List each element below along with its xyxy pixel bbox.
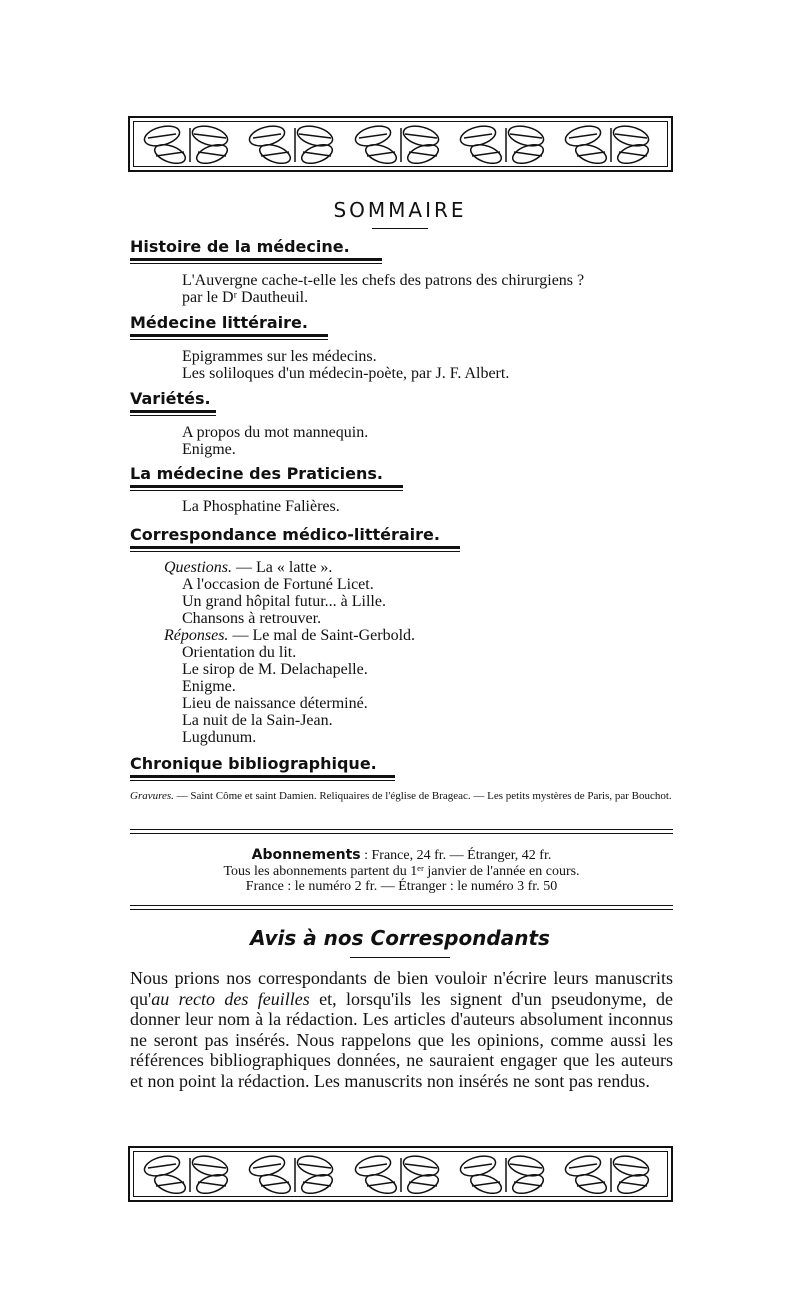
list-item: Lieu de naissance déterminé. xyxy=(182,695,368,712)
leaf-cluster-icon xyxy=(245,124,345,164)
avis-text-1: Nous prions nos correspondants de bien vouloir n'écrire leurs manuscrits qu' xyxy=(130,968,673,1009)
section-heading-correspondance: Correspondance médico-littéraire. xyxy=(130,525,440,544)
ornament-band-top xyxy=(128,116,673,172)
avis-title: Avis à nos Correspondants xyxy=(250,926,550,950)
leaf-cluster-icon xyxy=(351,124,451,164)
section-heading-histoire: Histoire de la médecine. xyxy=(130,237,350,256)
double-rule xyxy=(130,905,673,906)
abonnements-line-2: Tous les abonnements partent du 1ᵉʳ janvier de l'année en cours. xyxy=(223,864,580,879)
ornament-band-bottom xyxy=(128,1146,673,1202)
gravures-note xyxy=(130,790,675,803)
questions-first: — La « latte ». xyxy=(232,559,333,576)
leaf-cluster-icon xyxy=(351,1154,451,1194)
avis-text-2: et, lorsqu'ils les signent d'un pseudonyme, de donner leur nom à la rédaction. Les articles d'auteurs absolument inconnus ne seront pas insérés. Nous rappelons que les opinions, comme aussi les références bibliographiques données, ne sauraient engager que les auteurs et non point la rédaction. Les manuscrits non insérés ne sont pas rendus. xyxy=(130,988,673,1091)
avis-text-italic: au recto des feuilles xyxy=(151,988,310,1009)
avis-paragraph xyxy=(130,968,673,1091)
list-item: Lugdunum. xyxy=(182,729,257,746)
section-heading-chronique: Chronique bibliographique. xyxy=(130,754,377,773)
avis-underline xyxy=(350,957,450,958)
list-item: Enigme. xyxy=(182,678,236,695)
leaf-cluster-icon xyxy=(456,1154,556,1194)
section-entries-correspondance xyxy=(164,559,433,746)
list-item: Les soliloques d'un médecin-poète, par J. F. Albert. xyxy=(182,365,510,382)
abonnements-line-3: France : le numéro 2 fr. — Étranger : le numéro 3 fr. 50 xyxy=(245,879,558,894)
list-item: Orientation du lit. xyxy=(182,644,297,661)
leaf-cluster-icon xyxy=(561,124,661,164)
section-entries-litteraire xyxy=(182,348,509,382)
abonnements-label: Abonnements xyxy=(251,847,361,863)
double-rule xyxy=(130,829,673,830)
leaf-frieze-icon xyxy=(133,1151,668,1197)
heading-rule xyxy=(130,485,403,488)
leaf-cluster-icon xyxy=(140,124,240,164)
list-item: L'Auvergne cache-t-elle les chefs des patrons des chirurgiens ? xyxy=(182,272,585,289)
section-entries-varietes xyxy=(182,424,368,458)
list-item: Chansons à retrouver. xyxy=(182,610,322,627)
leaf-cluster-icon xyxy=(561,1154,661,1194)
responses-line xyxy=(164,627,415,644)
section-heading-praticiens: La médecine des Praticiens. xyxy=(130,464,383,483)
list-item: A propos du mot mannequin. xyxy=(182,424,369,441)
section-heading-litteraire: Médecine littéraire. xyxy=(130,313,308,332)
heading-rule xyxy=(130,775,395,778)
section-heading-varietes: Variétés. xyxy=(130,389,211,408)
heading-rule xyxy=(130,258,382,261)
list-item: Epigrammes sur les médecins. xyxy=(182,348,377,365)
heading-rule xyxy=(130,410,216,413)
responses-first: — Le mal de Saint-Gerbold. xyxy=(228,627,416,644)
section-entries-praticiens xyxy=(182,498,340,515)
list-item: Le sirop de M. Delachapelle. xyxy=(182,661,368,678)
list-item: La nuit de la Sain-Jean. xyxy=(182,712,333,729)
heading-rule xyxy=(130,334,328,337)
abonnements-line-1 xyxy=(130,847,673,864)
responses-label: Réponses. xyxy=(164,627,229,644)
sommaire-title: SOMMAIRE xyxy=(333,198,467,222)
leaf-cluster-icon xyxy=(456,124,556,164)
leaf-frieze-icon xyxy=(133,121,668,167)
list-item: Un grand hôpital futur... à Lille. xyxy=(182,593,386,610)
heading-rule xyxy=(130,546,460,549)
gravures-label: Gravures. xyxy=(130,790,174,802)
title-underline xyxy=(372,228,428,229)
leaf-cluster-icon xyxy=(245,1154,345,1194)
gravures-text: — Saint Côme et saint Damien. Reliquaires de l'église de Brageac. — Les petits mystères de Paris, par Bouchot. xyxy=(173,790,672,802)
list-item: La Phosphatine Falières. xyxy=(182,498,340,515)
questions-line xyxy=(164,559,415,576)
list-item: par le Dʳ Dautheuil. xyxy=(182,289,309,306)
list-item: Enigme. xyxy=(182,441,236,458)
questions-label: Questions. xyxy=(164,559,232,576)
list-item: A l'occasion de Fortuné Licet. xyxy=(182,576,374,593)
leaf-cluster-icon xyxy=(140,1154,240,1194)
section-entries-histoire xyxy=(182,272,584,306)
abonnements-prices: : France, 24 fr. — Étranger, 42 fr. xyxy=(360,848,552,863)
